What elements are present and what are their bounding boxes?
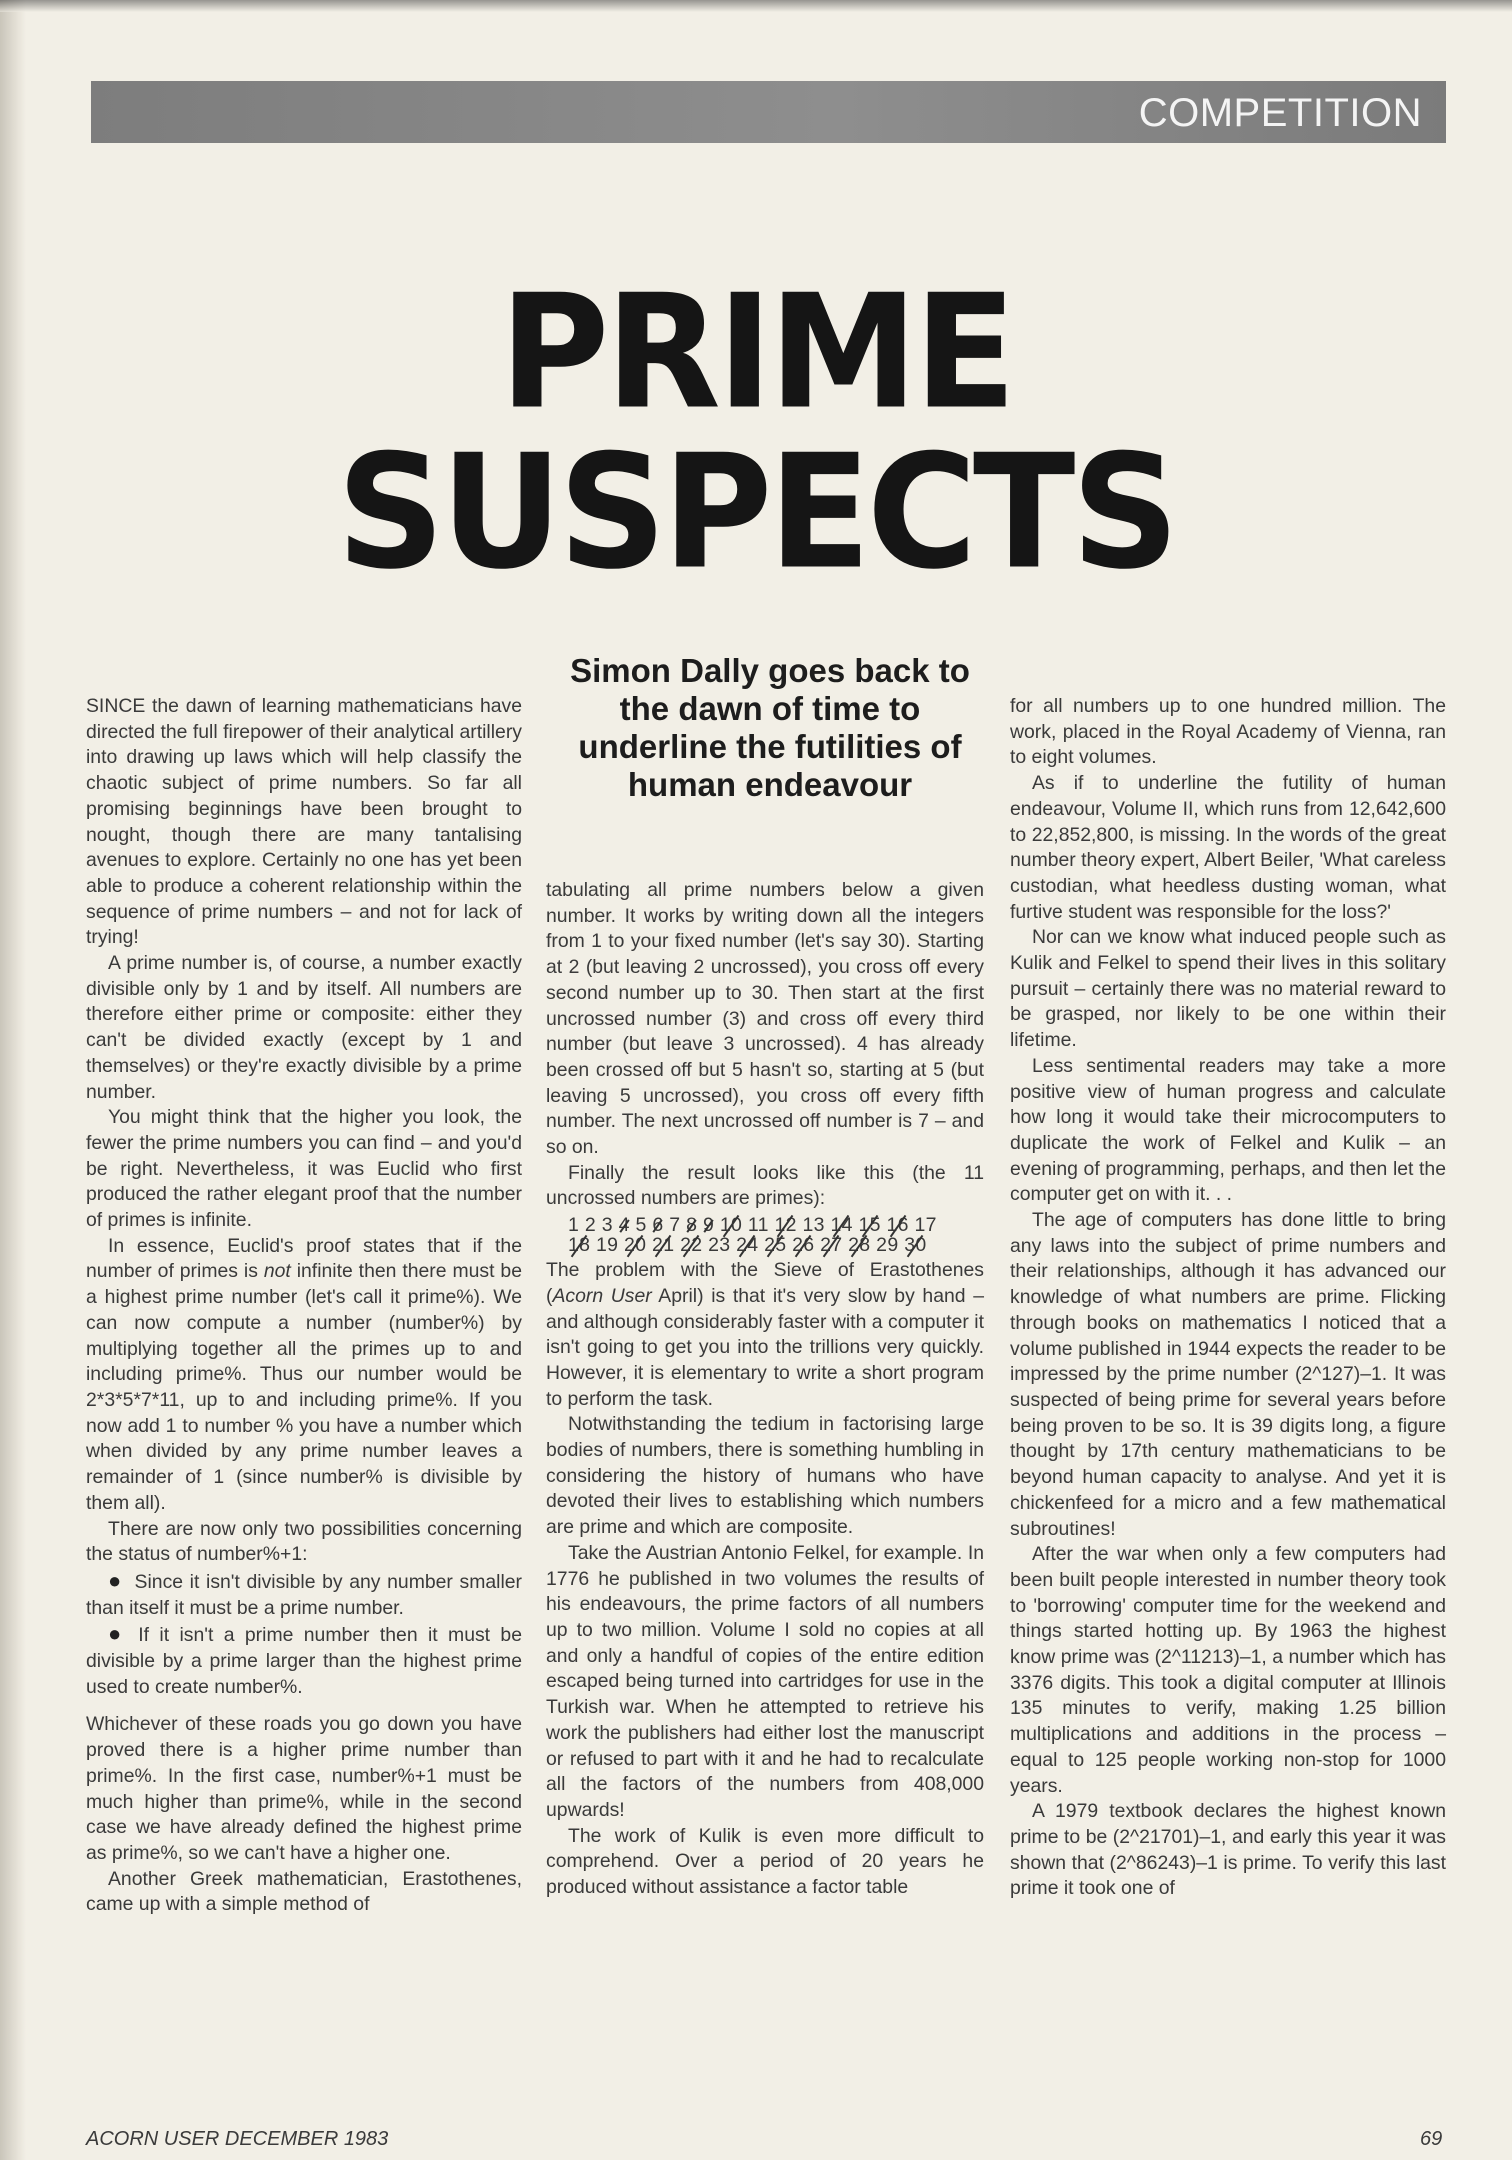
sieve-number: 23 xyxy=(708,1234,731,1257)
sieve-number: 1 xyxy=(568,1214,580,1237)
paragraph: tabulating all prime numbers below a given number. It works by writing down all the integers from 1 to your fixed number (let's say 30). Starting at 2 (but leaving 2 uncrossed), you cross off every second number up to 30. Then start at the first uncrossed number (3) and cross off every third number (but leave 3 uncrossed). 4 has already been crossed off but 5 hasn't so, starting at 5 (but leaving 5 uncrossed), you cross off every fifth number. The next uncrossed off number is 7 – and so on. xyxy=(546,879,984,1159)
sieve-number: 17 xyxy=(914,1214,937,1237)
bullet-text: Since it isn't divisible by any number smaller than itself it must be a prime number. xyxy=(86,1570,522,1619)
article-column-2 xyxy=(546,878,984,1901)
paragraph: Take the Austrian Antonio Felkel, for example. In 1776 he published in two volumes the results of his endeavours, the prime factors of all numbers up to two million. Volume I sold no copies at all and only a handful of copies of the entire edition escaped being turned into cartridges for use in the Turkish war. When he attempted to retrieve his work the publishers had either lost the manuscript or refused to part with it and he had to recalculate all the factors of the numbers from 408,000 upwards! xyxy=(546,1541,984,1821)
top-edge-shadow xyxy=(0,0,1512,12)
emphasis: not xyxy=(263,1260,291,1283)
emphasis: Acorn User xyxy=(552,1284,652,1307)
sieve-number: 18 xyxy=(568,1234,591,1257)
paragraph: You might think that the higher you look, the fewer the prime numbers you can find – and you'd be right. Nevertheless, it was Euclid who first produced the rather elegant proof that the number of primes is infinite. xyxy=(86,1106,522,1232)
paragraph: The age of computers has done little to bring any laws into the subject of prime numbers and their relationships, although it has advanced our knowledge of what numbers are prime. Flicking through books on mathematics I noticed that a volume published in 1944 expects the reader to be impressed by the prime number (2^127)–1. It was suspected of being prime for several years before being proven to be so. It is 39 digits long, a figure thought by 17th century mathematicians to be beyond human capacity to analyse. And yet it is chickenfeed for a micro and a few mathematical subroutines! xyxy=(1010,1209,1446,1540)
paragraph: The work of Kulik is even more difficult to comprehend. Over a period of 20 years he produced without assistance a factor table xyxy=(546,1824,984,1899)
paragraph xyxy=(546,1258,984,1412)
bullet-item xyxy=(86,1621,522,1700)
paragraph: for all numbers up to one hundred million. The work, placed in the Royal Academy of Vienna, ran to eight volumes. xyxy=(1010,695,1446,769)
sieve-number: 21 xyxy=(652,1234,675,1257)
sieve-number: 8 xyxy=(686,1214,698,1237)
sieve-numbers-line-2 xyxy=(546,1232,984,1258)
bullet-text: If it isn't a prime number then it must be divisible by a prime larger than the highest prime used to create number%. xyxy=(86,1624,522,1698)
sieve-number: 2 xyxy=(584,1214,597,1237)
sieve-number: 26 xyxy=(792,1234,815,1257)
paragraph: A 1979 textbook declares the highest known prime to be (2^21701)–1, and early this year it was shown that (2^86243)–1 is prime. To verify this last prime it took one of xyxy=(1010,1800,1446,1900)
sieve-number: 19 xyxy=(596,1234,619,1257)
sieve-number: 25 xyxy=(764,1234,787,1257)
sieve-number: 6 xyxy=(652,1214,664,1237)
sieve-number: 13 xyxy=(802,1214,825,1237)
text-run: The problem with the Sieve of Erastothenes ( xyxy=(546,1259,984,1307)
paragraph: Less sentimental readers may take a more positive view of human progress and calculate how long it would take their microcomputers to duplicate the work of Felkel and Kulik – an evening of programming, perhaps, and then let the computer get on with it. . . xyxy=(1010,1054,1446,1206)
sieve-number: 20 xyxy=(624,1234,647,1257)
paragraph: A prime number is, of course, a number exactly divisible only by 1 and by itself. All numbers are therefore either prime or composite: either they can't be divided exactly (except by 1 and themselves) or they're exactly divisible by a prime number. xyxy=(86,952,522,1103)
sieve-number: 16 xyxy=(886,1214,909,1237)
text-run: April) is that it's very slow by hand – and although considerably faster with a computer it isn't going to get you into the trillions very quickly. However, it is elementary to write a short program to perform the task. xyxy=(546,1284,984,1410)
headline-line-1: PRIME xyxy=(499,261,1013,445)
sieve-number: 27 xyxy=(820,1234,843,1257)
sieve-number: 4 xyxy=(618,1214,630,1237)
headline-line-2: SUSPECTS xyxy=(336,421,1176,605)
sieve-number: 11 xyxy=(747,1214,769,1237)
sieve-number: 10 xyxy=(719,1214,743,1237)
sieve-number: 12 xyxy=(774,1214,797,1237)
sieve-number: 5 xyxy=(635,1214,647,1237)
sieve-number: 15 xyxy=(858,1214,881,1237)
page-number: 69 xyxy=(1420,2128,1443,2150)
article-column-3 xyxy=(1010,694,1446,1902)
bullet-icon: ● xyxy=(108,1621,127,1647)
paragraph: SINCE the dawn of learning mathematicians have directed the full firepower of their analytical artillery into drawing up laws which will help classify the chaotic subject of prime numbers. So far all promising beginnings have been brought to nought, though there are many tantalising avenues to explore. Certainly no one has yet been able to produce a coherent relationship within the sequence of prime numbers – and not for lack of trying! xyxy=(86,695,522,949)
sieve-number: 22 xyxy=(680,1234,703,1257)
text-run: In essence, Euclid's proof states that if the number of primes is xyxy=(86,1234,522,1283)
paragraph xyxy=(86,1234,522,1517)
sieve-number: 7 xyxy=(669,1214,681,1237)
paragraph: As if to underline the futility of human endeavour, Volume II, which runs from 12,642,600 to 22,852,800, is missing. In the words of the great number theory expert, Albert Beiler, 'What careless custodian, what heedless dusting woman, what furtive student was responsible for the loss?' xyxy=(1010,772,1446,923)
section-label: COMPETITION xyxy=(1138,91,1422,135)
paragraph: Another Greek mathematician, Erastothenes, came up with a simple method of xyxy=(86,1867,522,1916)
footer-publication: ACORN USER DECEMBER 1983 xyxy=(86,2128,389,2150)
bullet-item xyxy=(86,1568,522,1621)
text-run: infinite then there must be a highest prime number (let's call it prime%). We can now compute a number (number%) by multiplying together all the primes up to and including prime%. Thus our number would be 2*3*5*7*11, up to and including prime%. If you now add 1 to number % you have a number which when divided by any prime number leaves a remainder of 1 (since number% is divisible by them all). xyxy=(86,1260,522,1514)
sieve-number: 30 xyxy=(904,1234,927,1257)
bullet-icon: ● xyxy=(108,1567,123,1593)
paragraph: After the war when only a few computers had been built people interested in number theory took to 'borrowing' computer time for the weekend and things started hotting up. By 1963 the highest know prime was (2^11213)–1, a number which has 3376 digits. This took a digital computer at Illinois 135 minutes to verify, making 1.25 billion multiplications and additions in the process – equal to 125 people working non-stop for 1000 years. xyxy=(1010,1543,1446,1797)
paragraph: There are now only two possibilities concerning the status of number%+1: xyxy=(86,1517,522,1566)
sieve-number: 24 xyxy=(736,1234,759,1257)
paragraph: Nor can we know what induced people such as Kulik and Felkel to spend their lives in this solitary pursuit – certainly there was no material reward to be grasped, nor likely to be one within their lifetime. xyxy=(1010,926,1446,1052)
standfirst: Simon Dally goes back to the dawn of time to underline the futilities of human endeavour xyxy=(570,652,970,803)
section-banner xyxy=(91,81,1446,143)
sieve-number: 14 xyxy=(830,1214,853,1237)
paragraph: Notwithstanding the tedium in factorising large bodies of numbers, there is something humbling in considering the history of humans who have devoted their lives to establishing which numbers are prime and which are composite. xyxy=(546,1413,984,1539)
sieve-number: 29 xyxy=(876,1234,899,1257)
article-column-1 xyxy=(86,694,522,1918)
sieve-number: 9 xyxy=(703,1214,715,1237)
paragraph: Whichever of these roads you go down you have proved there is a higher prime number than prime%. In the first case, number%+1 must be much higher than prime%, while in the second case we have already defined the highest prime as prime%, so we can't have a higher one. xyxy=(86,1713,522,1864)
sieve-number: 3 xyxy=(601,1214,613,1237)
paragraph: Finally the result looks like this (the 11 uncrossed numbers are primes): xyxy=(546,1161,984,1210)
sieve-number: 28 xyxy=(848,1234,871,1257)
